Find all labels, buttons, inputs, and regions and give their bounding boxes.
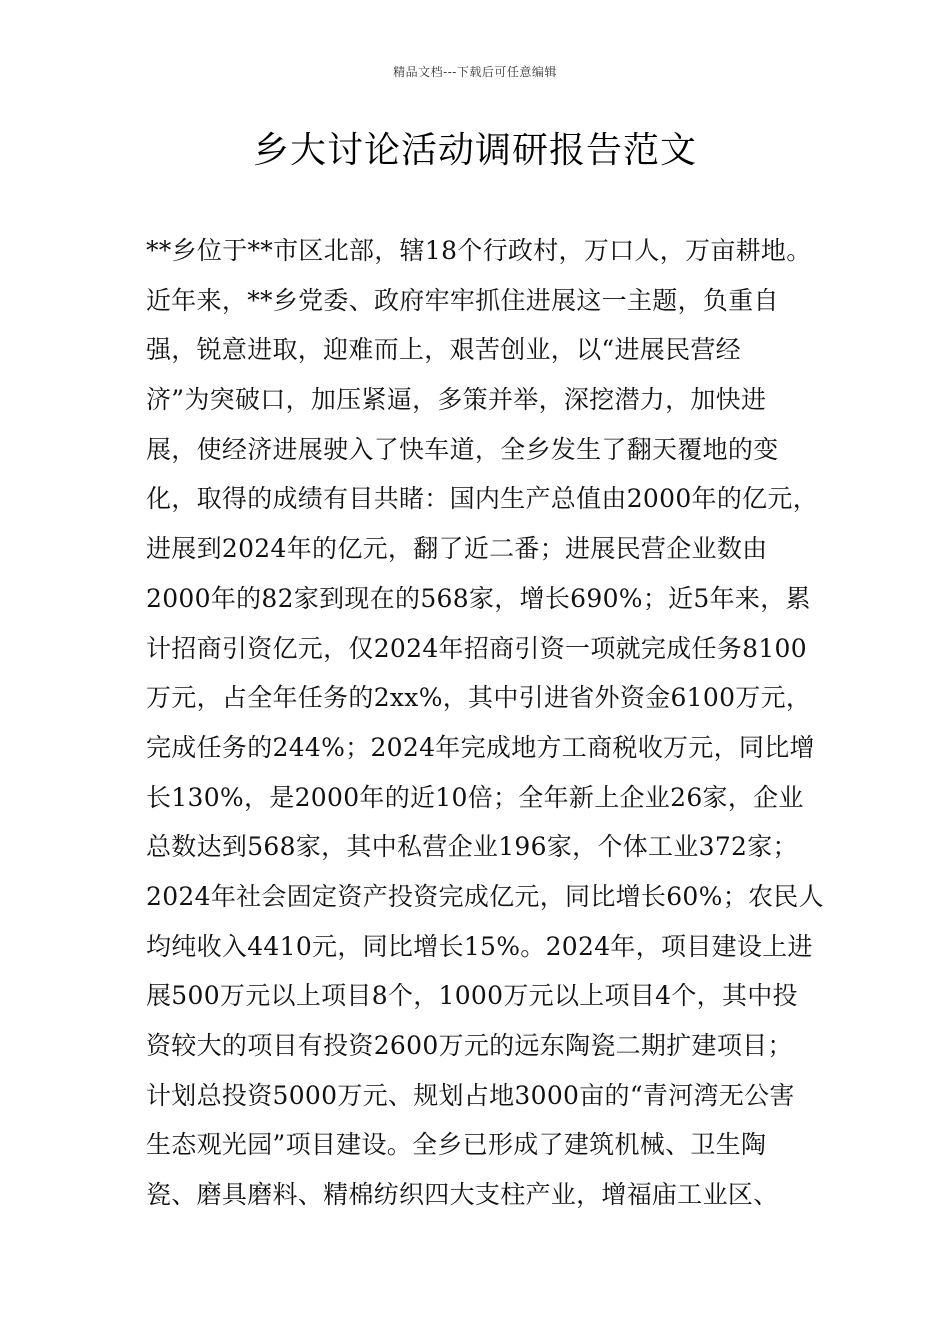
- body-line: 展，使经济进展驶入了快车道，全乡发生了翻天覆地的变: [146, 434, 779, 464]
- body-line: 总数达到568家，其中私营企业196家，个体工业372家；: [146, 832, 798, 862]
- body-line: 瓷、磨具磨料、精棉纺织四大支柱产业，增福庙工业区、: [146, 1180, 779, 1210]
- body-line: 生态观光园”项目建设。全乡已形成了建筑机械、卫生陶: [146, 1130, 767, 1160]
- body-line: 均纯收入4410元，同比增长15%。2024年，项目建设上进: [146, 931, 813, 961]
- body-line: 强，锐意进取，迎难而上，艰苦创业，以“进展民营经: [146, 335, 741, 365]
- header-note: 精品文档---下载后可任意编辑: [393, 65, 557, 79]
- body-line: 展500万元以上项目8个，1000万元以上项目4个，其中投: [146, 981, 798, 1011]
- document-title: 乡大讨论活动调研报告范文: [252, 130, 697, 171]
- body-line: 进展到2024年的亿元，翻了近二番；进展民营企业数由: [146, 534, 768, 564]
- body-line: 近年来，**乡党委、政府牢牢抓住进展这一主题，负重自: [146, 285, 779, 315]
- body-text: [146, 226, 836, 1220]
- body-line: 化，取得的成绩有目共睹：国内生产总值由2000年的亿元，: [146, 484, 819, 514]
- body-line: **乡位于**市区北部，辖18个行政村，万口人，万亩耕地。: [146, 236, 812, 265]
- body-line: 长130%，是2000年的近10倍；全年新上企业26家，企业: [146, 782, 804, 812]
- body-line: 2024年社会固定资产投资完成亿元，同比增长60%；农民人: [146, 881, 824, 911]
- body-line: 计划总投资5000万元、规划占地3000亩的“青河湾无公害: [146, 1080, 795, 1110]
- body-line: 万元，占全年任务的2xx%，其中引进省外资金6100万元，: [146, 683, 812, 713]
- body-line: 计招商引资亿元，仅2024年招商引资一项就完成任务8100: [146, 633, 807, 663]
- body-line: 资较大的项目有投资2600万元的远东陶瓷二期扩建项目；: [146, 1031, 793, 1060]
- body-line: 济”为突破口，加压紧逼，多策并举，深挖潜力，加快进: [146, 385, 767, 415]
- body-line: 完成任务的244%；2024年完成地方工商税收万元，同比增: [146, 732, 815, 762]
- body-line: 2000年的82家到现在的568家，增长690%；近5年来，累: [146, 583, 811, 613]
